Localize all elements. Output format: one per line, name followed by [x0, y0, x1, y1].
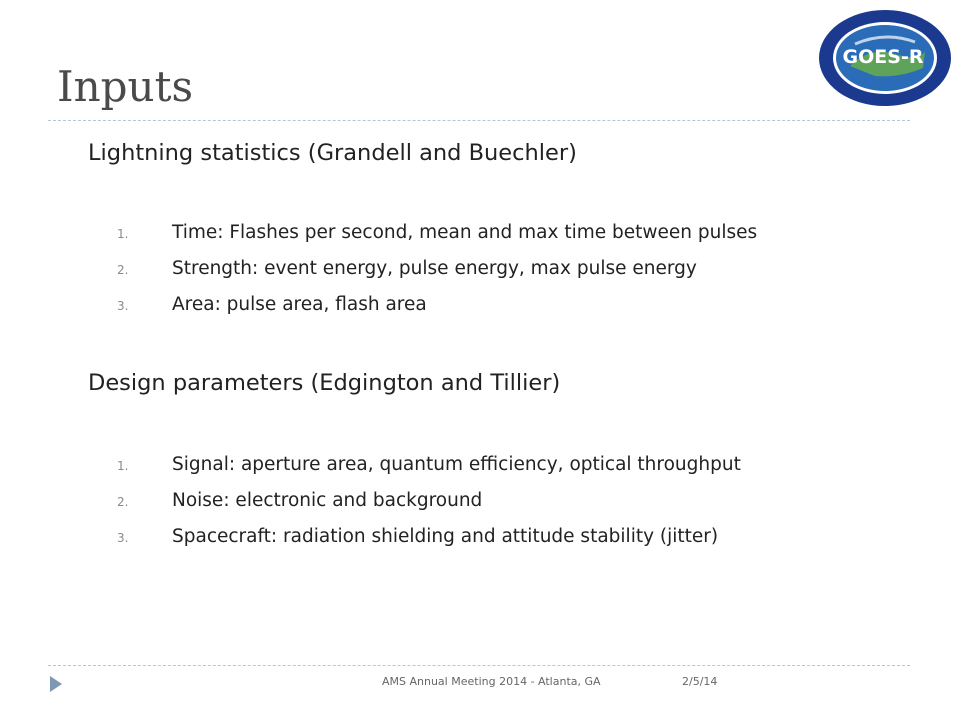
section-heading: Lightning statistics (Grandell and Buechler) [88, 140, 577, 166]
title-divider [48, 120, 910, 121]
item-number: 3. [117, 531, 129, 545]
slide-title: Inputs [57, 62, 194, 111]
footer-event: AMS Annual Meeting 2014 - Atlanta, GA [382, 675, 601, 688]
item-number: 3. [117, 299, 129, 313]
item-text: Noise: electronic and background [172, 490, 483, 511]
logo-text: GOES-R [842, 46, 924, 68]
item-text: Area: pulse area, flash area [172, 294, 427, 315]
triangle-right-icon[interactable] [49, 675, 63, 693]
item-number: 1. [117, 227, 129, 241]
item-text: Signal: aperture area, quantum efficiency, optical throughput [172, 454, 741, 475]
footer-date: 2/5/14 [682, 675, 718, 688]
item-number: 2. [117, 495, 129, 509]
section-heading: Design parameters (Edgington and Tillier) [88, 370, 561, 396]
footer-divider [48, 665, 910, 666]
item-number: 2. [117, 263, 129, 277]
item-number: 1. [117, 459, 129, 473]
item-text: Time: Flashes per second, mean and max time between pulses [172, 222, 758, 243]
item-text: Strength: event energy, pulse energy, max pulse energy [172, 258, 697, 279]
item-text: Spacecraft: radiation shielding and attitude stability (jitter) [172, 526, 719, 547]
goes-r-logo [815, 6, 955, 111]
